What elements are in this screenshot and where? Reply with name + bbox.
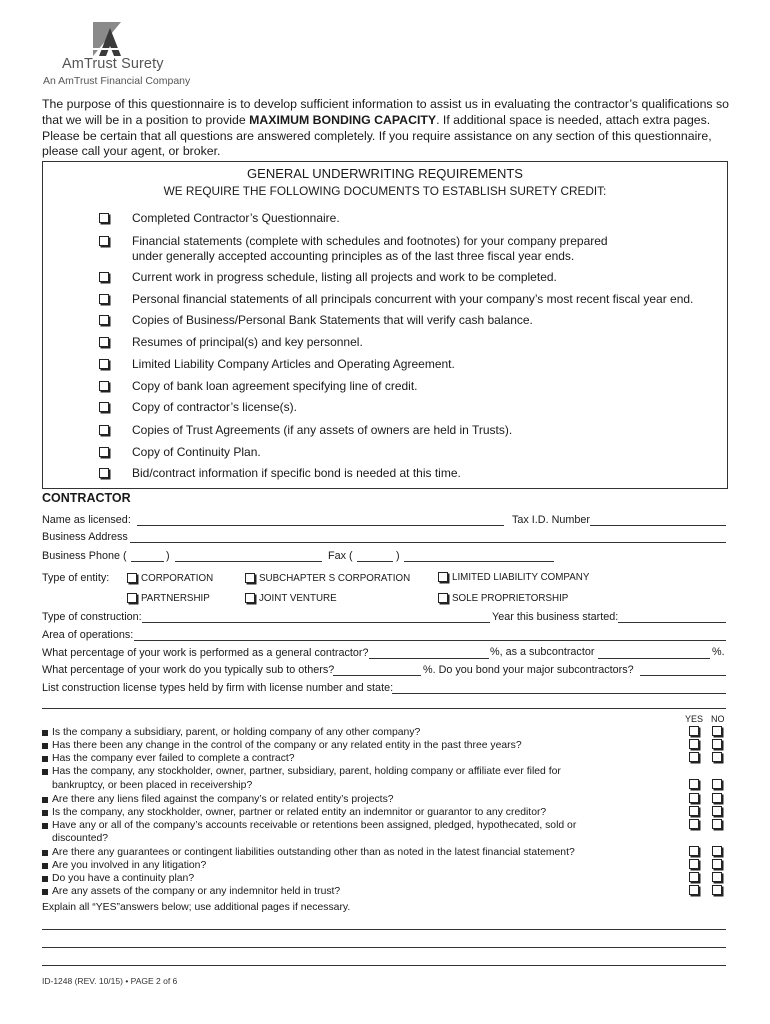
fax-area-code-field[interactable] [357, 561, 393, 562]
yes-checkbox[interactable] [689, 819, 699, 829]
fax-number-field[interactable] [404, 561, 554, 562]
subout-percent-field[interactable] [333, 675, 421, 676]
brand-name: AmTrust Surety [62, 56, 164, 72]
question-text: Are there any guarantees or contingent liabilities outstanding other than as noted in the latest financial statement? [52, 847, 575, 858]
question-text: Are you involved in any litigation? [52, 860, 207, 871]
area-operations-label: Area of operations: [42, 629, 134, 641]
sub-percent-end: %. [712, 646, 725, 658]
requirement-checkbox[interactable] [99, 337, 109, 347]
requirement-checkbox[interactable] [99, 359, 109, 369]
year-started-label: Year this business started: [492, 611, 619, 623]
construction-type-label: Type of construction: [42, 611, 142, 623]
requirement-item: Completed Contractor’s Questionnaire. [132, 211, 340, 225]
license-types-label: List construction license types held by firm with license number and state: [42, 682, 394, 694]
phone-area-code-field[interactable] [131, 561, 164, 562]
yes-checkbox[interactable] [689, 739, 699, 749]
requirement-checkbox[interactable] [99, 272, 109, 282]
bullet-square-icon [42, 876, 48, 882]
subout-percent-label: What percentage of your work do you typically sub to others? [42, 664, 335, 676]
name-licensed-label: Name as licensed: [42, 514, 131, 526]
requirement-checkbox[interactable] [99, 425, 109, 435]
partnership-checkbox[interactable] [127, 593, 137, 603]
requirement-checkbox[interactable] [99, 315, 109, 325]
construction-type-field[interactable] [142, 622, 490, 623]
explain-yes-instructions: Explain all “YES”answers below; use additional pages if necessary. [42, 902, 351, 913]
tax-id-field[interactable] [590, 525, 726, 526]
requirement-checkbox[interactable] [99, 447, 109, 457]
partnership-label: PARTNERSHIP [141, 593, 210, 604]
no-checkbox[interactable] [712, 739, 722, 749]
explanation-line[interactable] [42, 929, 726, 930]
yes-checkbox[interactable] [689, 859, 699, 869]
question-text: Has the company, any stockholder, owner, partner, subsidiary, parent, holding company or affiliate ever filed for [52, 766, 561, 777]
joint-venture-checkbox[interactable] [245, 593, 255, 603]
requirements-title: GENERAL UNDERWRITING REQUIREMENTS [247, 166, 523, 181]
requirement-item: Copy of contractor’s license(s). [132, 400, 297, 414]
question-text: Has there been any change in the control of the company or any related entity in the past three years? [52, 740, 522, 751]
requirement-item: Copies of Trust Agreements (if any assets of owners are held in Trusts). [132, 423, 513, 437]
question-text-continued: bankruptcy, or been placed in receivership? [52, 780, 253, 791]
fax-label: Fax ( [328, 550, 353, 562]
yes-checkbox[interactable] [689, 779, 699, 789]
question-text: Have any or all of the company’s accounts receivable or retentions been assigned, pledged, hypothecated, sold or [52, 820, 577, 831]
requirement-item: Personal financial statements of all principals concurrent with your company’s most recent fiscal year end. [132, 292, 694, 306]
no-checkbox[interactable] [712, 752, 722, 762]
intro-text-after: . If additional space is needed, attach extra pages. Please be certain that all questions are answered completely. If you require assistance on any section of this questionnaire, please call your agent, or broker. [42, 112, 712, 159]
no-checkbox[interactable] [712, 793, 722, 803]
bullet-square-icon [42, 797, 48, 803]
bullet-square-icon [42, 810, 48, 816]
yes-column-header: YES [685, 714, 704, 724]
requirement-checkbox[interactable] [99, 468, 109, 478]
explanation-line[interactable] [42, 965, 726, 966]
bullet-square-icon [42, 889, 48, 895]
question-text: Are any assets of the company or any indemnitor held in trust? [52, 886, 341, 897]
requirement-item: Limited Liability Company Articles and Operating Agreement. [132, 357, 455, 371]
no-checkbox[interactable] [712, 846, 722, 856]
license-types-field-2[interactable] [42, 708, 726, 709]
requirement-checkbox[interactable] [99, 294, 109, 304]
phone-number-field[interactable] [175, 561, 322, 562]
explanation-line[interactable] [42, 947, 726, 948]
requirement-checkbox[interactable] [99, 381, 109, 391]
llc-checkbox[interactable] [438, 572, 448, 582]
requirements-subtitle: WE REQUIRE THE FOLLOWING DOCUMENTS TO ESTABLISH SURETY CREDIT: [163, 184, 607, 198]
no-checkbox[interactable] [712, 726, 722, 736]
form-id-footer: ID-1248 (REV. 10/15) • PAGE 2 of 6 [42, 976, 178, 986]
no-checkbox[interactable] [712, 779, 722, 789]
no-checkbox[interactable] [712, 859, 722, 869]
yes-checkbox[interactable] [689, 752, 699, 762]
business-address-label: Business Address [42, 531, 128, 543]
year-started-field[interactable] [618, 622, 726, 623]
bullet-square-icon [42, 756, 48, 762]
question-text: Are there any liens filed against the company’s or related entity’s projects? [52, 794, 394, 805]
bullet-square-icon [42, 730, 48, 736]
requirement-checkbox[interactable] [99, 236, 109, 246]
bond-subs-label: %. Do you bond your major subcontractors? [423, 664, 634, 676]
bond-subs-field[interactable] [640, 675, 726, 676]
requirement-checkbox[interactable] [99, 402, 109, 412]
bullet-square-icon [42, 823, 48, 829]
bullet-square-icon [42, 769, 48, 775]
corporation-label: CORPORATION [141, 573, 214, 584]
yes-checkbox[interactable] [689, 846, 699, 856]
fax-close-paren: ) [396, 550, 400, 562]
requirement-item: Current work in progress schedule, listing all projects and work to be completed. [132, 270, 557, 284]
gc-percent-field[interactable] [369, 658, 489, 659]
requirement-item: Bid/contract information if specific bond is needed at this time. [132, 466, 461, 480]
subchapter-s-checkbox[interactable] [245, 573, 255, 583]
requirement-checkbox[interactable] [99, 213, 109, 223]
no-checkbox[interactable] [712, 806, 722, 816]
yes-checkbox[interactable] [689, 806, 699, 816]
contractor-heading: CONTRACTOR [42, 491, 131, 505]
llc-label: LIMITED LIABILITY COMPANY [452, 572, 590, 583]
entity-type-label: Type of entity: [42, 572, 110, 584]
intro-paragraph [42, 97, 732, 160]
amtrust-logo-icon [93, 22, 125, 56]
intro-bold: MAXIMUM BONDING CAPACITY [249, 112, 437, 127]
sole-proprietorship-label: SOLE PROPRIETORSHIP [452, 593, 569, 604]
question-text: Is the company, any stockholder, owner, partner or related entity an indemnitor or guarantor to any creditor? [52, 807, 547, 818]
sub-percent-field[interactable] [598, 658, 710, 659]
sole-proprietorship-checkbox[interactable] [438, 593, 448, 603]
phone-close-paren: ) [166, 550, 170, 562]
name-licensed-field[interactable] [137, 525, 504, 526]
intro-text-before: The purpose of this questionnaire is to develop sufficient information to assist us in evaluating the contractor’s qualifications so that we will be in a position to provide [42, 97, 729, 127]
sub-percent-label: %, as a subcontractor [490, 646, 595, 658]
requirement-item: Financial statements (complete with schedules and footnotes) for your company prepared under generally accepted accounting principles as of the last three fiscal year ends. [132, 234, 608, 263]
question-text-continued: discounted? [52, 833, 109, 844]
no-column-header: NO [711, 714, 725, 724]
question-text: Has the company ever failed to complete a contract? [52, 753, 295, 764]
bullet-square-icon [42, 863, 48, 869]
tax-id-label: Tax I.D. Number [512, 514, 590, 526]
yes-checkbox[interactable] [689, 872, 699, 882]
license-types-field[interactable] [392, 693, 726, 694]
corporation-checkbox[interactable] [127, 573, 137, 583]
question-text: Do you have a continuity plan? [52, 873, 195, 884]
area-operations-field[interactable] [134, 640, 726, 641]
joint-venture-label: JOINT VENTURE [259, 593, 337, 604]
requirement-item: Copies of Business/Personal Bank Statements that will verify cash balance. [132, 313, 533, 327]
question-text: Is the company a subsidiary, parent, or holding company of any other company? [52, 727, 421, 738]
requirement-item: Copy of bank loan agreement specifying line of credit. [132, 379, 418, 393]
yes-checkbox[interactable] [689, 793, 699, 803]
no-checkbox[interactable] [712, 885, 722, 895]
requirement-item: Copy of Continuity Plan. [132, 445, 261, 459]
requirement-item: Resumes of principal(s) and key personnel. [132, 335, 363, 349]
bullet-square-icon [42, 743, 48, 749]
no-checkbox[interactable] [712, 872, 722, 882]
business-phone-label: Business Phone ( [42, 550, 127, 562]
bullet-square-icon [42, 850, 48, 856]
yes-checkbox[interactable] [689, 885, 699, 895]
subchapter-s-label: SUBCHAPTER S CORPORATION [259, 573, 411, 584]
yes-checkbox[interactable] [689, 726, 699, 736]
gc-percent-label: What percentage of your work is performed as a general contractor? [42, 647, 369, 659]
no-checkbox[interactable] [712, 819, 722, 829]
business-address-field[interactable] [130, 542, 726, 543]
brand-tagline: An AmTrust Financial Company [43, 75, 191, 87]
